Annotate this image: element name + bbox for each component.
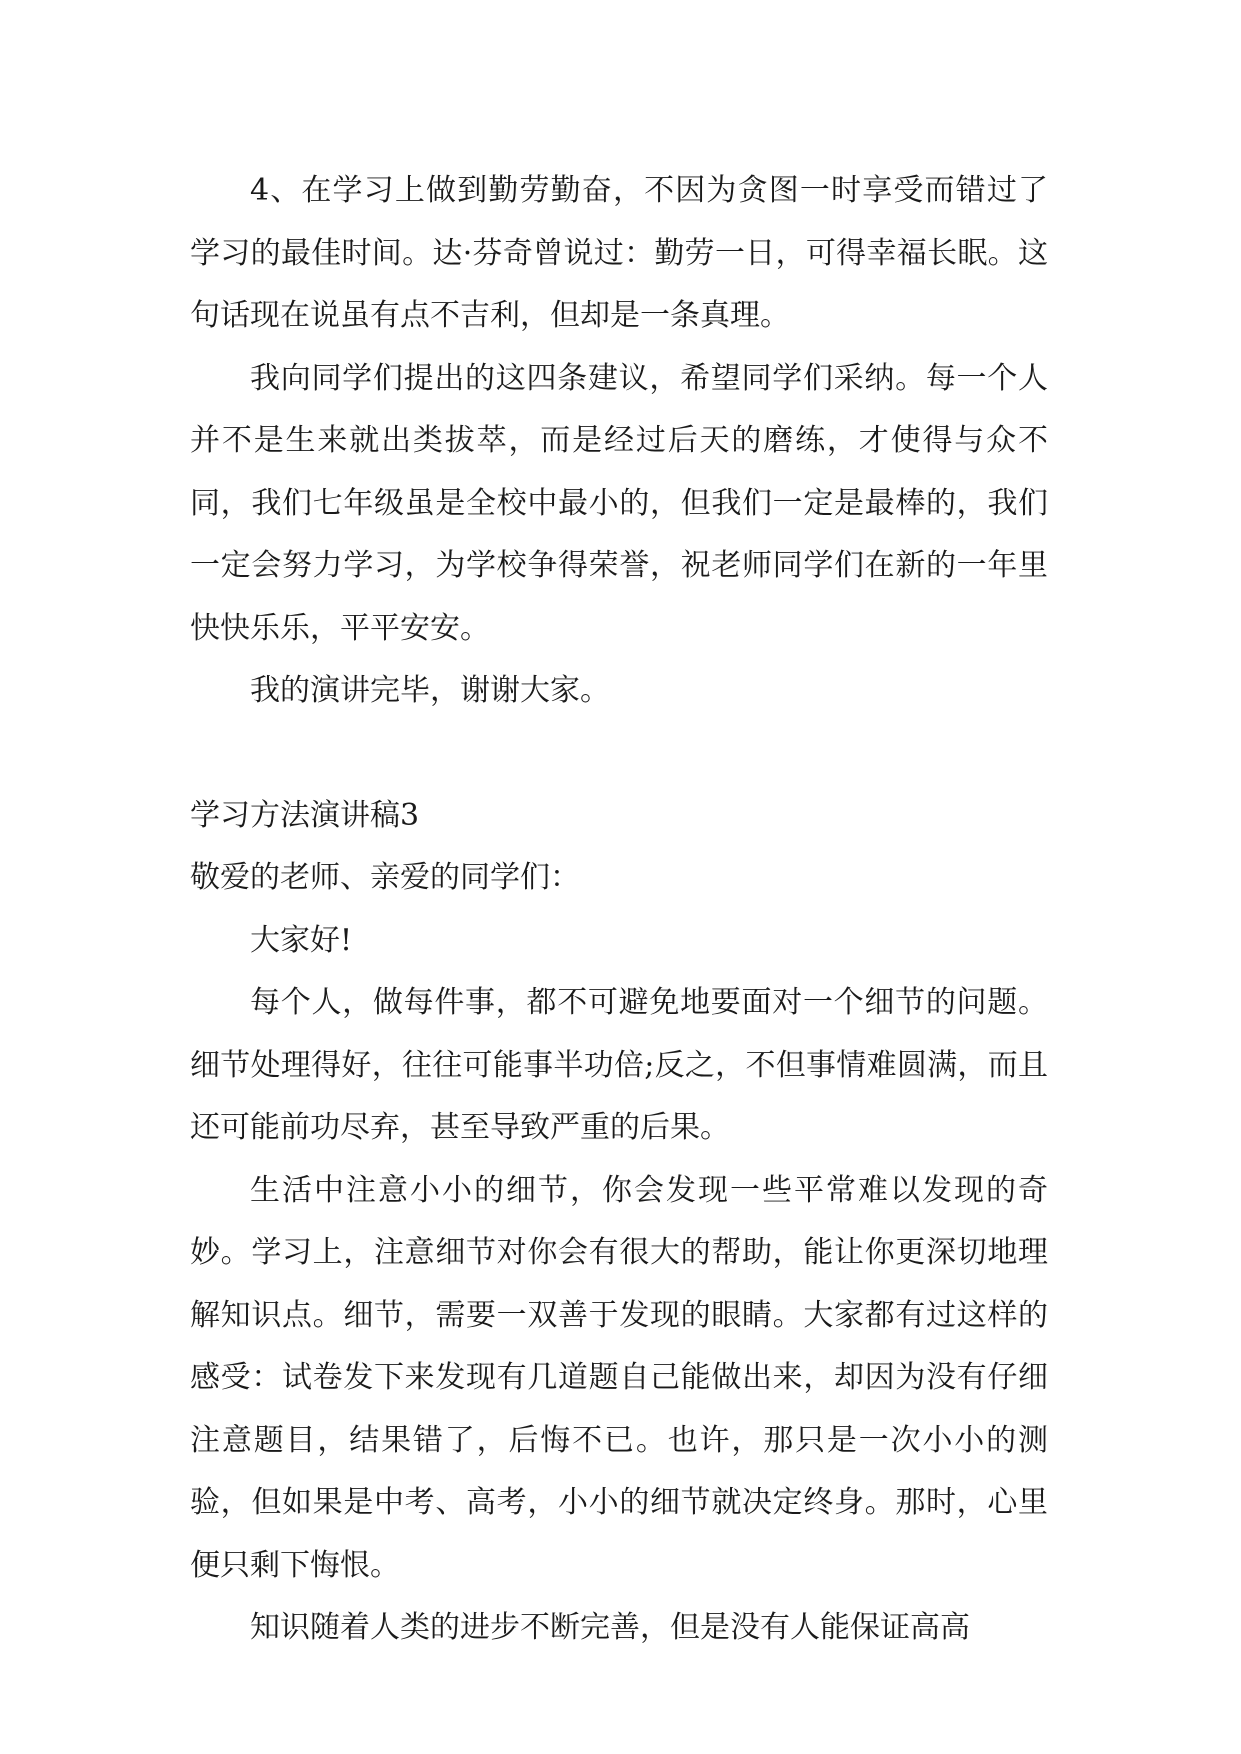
document-body <box>190 160 1048 1660</box>
salutation: 敬爱的老师、亲爱的同学们： <box>190 860 580 895</box>
paragraph: 4、在学习上做到勤劳勤奋，不因为贪图一时享受而错过了学习的最佳时间。达·芬奇曾说过：勤劳一日，可得幸福长眠。这句话现在说虽有点不吉利，但却是一条真理。 <box>190 173 1048 333</box>
paragraph: 每个人，做每件事，都不可避免地要面对一个细节的问题。细节处理得好，往往可能事半功倍;反之，不但事情难圆满，而且还可能前功尽弃，甚至导致严重的后果。 <box>190 985 1048 1145</box>
paragraph: 生活中注意小小的细节，你会发现一些平常难以发现的奇妙。学习上，注意细节对你会有很大的帮助，能让你更深切地理解知识点。细节，需要一双善于发现的眼睛。大家都有过这样的感受：试卷发下来发现有几道题自己能做出来，却因为没有仔细注意题目，结果错了，后悔不已。也许，那只是一次小小的测验，但如果是中考、高考，小小的细节就决定终身。那时，心里便只剩下悔恨。 <box>190 1172 1048 1583</box>
section-title: 学习方法演讲稿3 <box>190 797 420 833</box>
paragraph: 我的演讲完毕，谢谢大家。 <box>250 673 610 708</box>
paragraph: 知识随着人类的进步不断完善，但是没有人能保证高高 <box>250 1610 970 1645</box>
paragraph: 我向同学们提出的这四条建议，希望同学们采纳。每一个人并不是生来就出类拔萃，而是经过后天的磨练，才使得与众不同，我们七年级虽是全校中最小的，但我们一定是最棒的，我们一定会努力学习，为学校争得荣誉，祝老师同学们在新的一年里快快乐乐，平平安安。 <box>190 360 1048 646</box>
greeting: 大家好! <box>250 922 353 958</box>
section-spacer <box>190 723 1048 785</box>
